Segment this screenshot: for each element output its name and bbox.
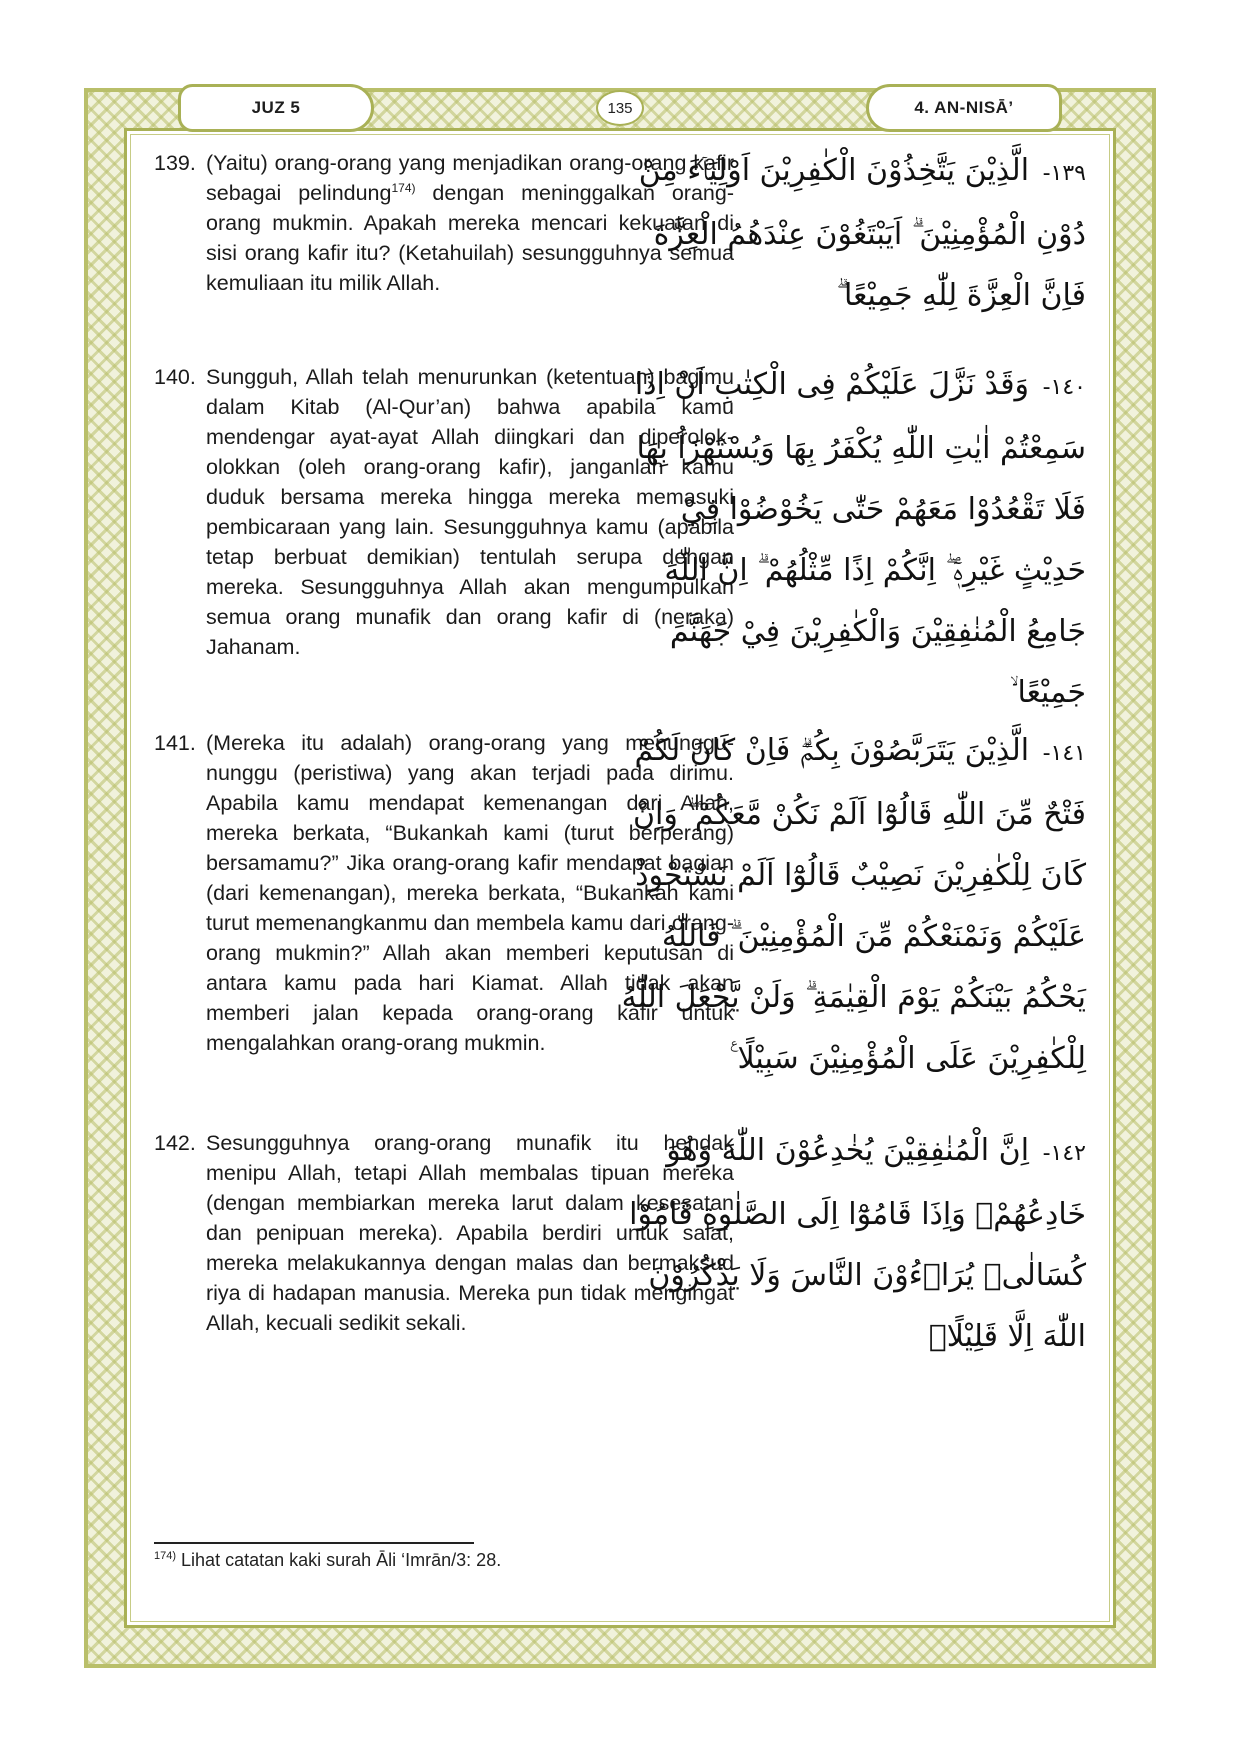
verse-141-arabic [614,720,1086,1089]
translation-text: Sungguh, Allah telah menurunkan (ketentuan) bagimu dalam Kitab (Al-Qur’an) bahwa apabila kamu mendengar ayat-ayat Allah diingkari dan diperolok-olokkan (oleh orang-orang kafir), janganlah kamu duduk bersama mereka hingga mereka memasuki pembicaraan yang lain. Sesungguhnya kamu (apabila tetap berbuat demikian) tentulah serupa dengan mereka. Sesungguhnya Allah akan mengumpulkan semua orang munafik dan orang kafir di (neraka) Jahanam. [206,365,734,659]
translation-text: (Mereka itu adalah) orang-orang yang menunggu-nunggu (peristiwa) yang akan terjadi pada dirimu. Apabila kamu mendapat kemenangan dari Allah, mereka berkata, “Bukankah kami (turut berperang) bersamamu?” Jika orang-orang kafir mendapat bagian (dari kemenangan), mereka berkata, “Bukankah kami turut memenangkanmu dan membela kamu dari orang-orang mukmin?” Allah akan memberi keputusan di antara kamu pada hari Kiamat. Allah tidak akan memberi jalan kepada orang-orang kafir untuk mengalahkan orang-orang mukmin. [206,731,734,1055]
arabic-text: اِنَّ الْمُنٰفِقِيْنَ يُخٰدِعُوْنَ اللّٰهَ وَهُوَ خَادِعُهُمْۚ وَاِذَا قَامُوْٓا اِلَى الصَّلٰوةِ قَامُوْا كُسَالٰىۙ يُرَاۤءُوْنَ النَّاسَ وَلَا يَذْكُرُوْنَ اللّٰهَ اِلَّا قَلِيْلًاۖ [629,1133,1086,1354]
arabic-text: الَّذِيْنَ يَتَّخِذُوْنَ الْكٰفِرِيْنَ اَوْلِيَاۤءَ مِنْ دُوْنِ الْمُؤْمِنِيْنَ ۗ اَيَبْتَغُوْنَ عِنْدَهُمُ الْعِزَّةَ فَاِنَّ الْعِزَّةَ لِلّٰهِ جَمِيْعًا ۗ [638,153,1086,313]
arabic-verse-number: ١٣٩- [1042,161,1086,186]
footnote-divider [154,1542,474,1544]
page-number [596,90,644,126]
arabic-verse-number: ١٤١- [1042,741,1086,766]
verse-number: 141. [154,731,196,755]
surah-label [866,84,1062,132]
page-content [130,134,1110,1622]
translation-part: dengan meninggalkan orang-orang mukmin. Apakah mereka mencari kekuatan di sisi orang kafir itu? (Ketahuilah) sesungguhnya semua kemuliaan itu milik Allah. [206,181,734,295]
verse-139-arabic [614,140,1086,326]
arabic-verse-number: ١٤٢- [1042,1141,1086,1166]
footnote [154,1550,501,1571]
verse-number: 140. [154,365,196,389]
arabic-text: الَّذِيْنَ يَتَرَبَّصُوْنَ بِكُمْۗ فَاِنْ كَانَ لَكُمْ فَتْحٌ مِّنَ اللّٰهِ قَالُوْٓا اَلَمْ نَكُنْ مَّعَكُمْ ۖ وَاِنْ كَانَ لِلْكٰفِرِيْنَ نَصِيْبٌ قَالُوْٓا اَلَمْ نَسْتَحْوِذْ عَلَيْكُمْ وَنَمْنَعْكُمْ مِّنَ الْمُؤْمِنِيْنَ ۗ فَاللّٰهُ يَحْكُمُ بَيْنَكُمْ يَوْمَ الْقِيٰمَةِ ۗ وَلَنْ يَّجْعَلَ اللّٰهُ لِلْكٰفِرِيْنَ عَلَى الْمُؤْمِنِيْنَ سَبِيْلًا ࣖ [621,733,1086,1076]
footnote-marker[interactable]: 174) [391,180,416,195]
surah-label-text: 4. AN-NISĀ’ [914,98,1014,117]
footnote-number: 174) [154,1550,177,1562]
juz-label [178,84,374,132]
verse-140-arabic [614,354,1086,723]
translation-part: (Yaitu) orang-orang yang menjadikan orang-orang kafir sebagai pelindung [206,151,734,205]
verse-number: 139. [154,151,196,175]
arabic-verse-number: ١٤٠- [1042,375,1086,400]
footnote-text: Lihat catatan kaki surah Āli ‘Imrān/3: 28. [176,1550,502,1570]
arabic-text: وَقَدْ نَزَّلَ عَلَيْكُمْ فِى الْكِتٰبِ اَنْ اِذَا سَمِعْتُمْ اٰيٰتِ اللّٰهِ يُكْفَرُ بِهَا وَيُسْتَهْزَاُ بِهَا فَلَا تَقْعُدُوْا مَعَهُمْ حَتّٰى يَخُوْضُوْا فِيْ حَدِيْثٍ غَيْرِهٖٓ ۖ اِنَّكُمْ اِذًا مِّثْلُهُمْ ۗ اِنَّ اللّٰهَ جَامِعُ الْمُنٰفِقِيْنَ وَالْكٰفِرِيْنَ فِيْ جَهَنَّمَ جَمِيْعًا ۙ [634,367,1086,710]
verse-142-arabic [614,1120,1086,1367]
page-number-text: 135 [607,99,633,117]
juz-label-text: JUZ 5 [251,98,301,117]
translation-text: Sesungguhnya orang-orang munafik itu hendak menipu Allah, tetapi Allah membalas tipuan mereka (dengan membiarkan mereka larut dalam kesesatan dan penipuan mereka). Apabila berdiri untuk salat, mereka melakukannya dengan malas dan bermaksud riya di hadapan manusia. Mereka pun tidak mengingat Allah, kecuali sedikit sekali. [206,1131,734,1335]
verse-number: 142. [154,1131,196,1155]
